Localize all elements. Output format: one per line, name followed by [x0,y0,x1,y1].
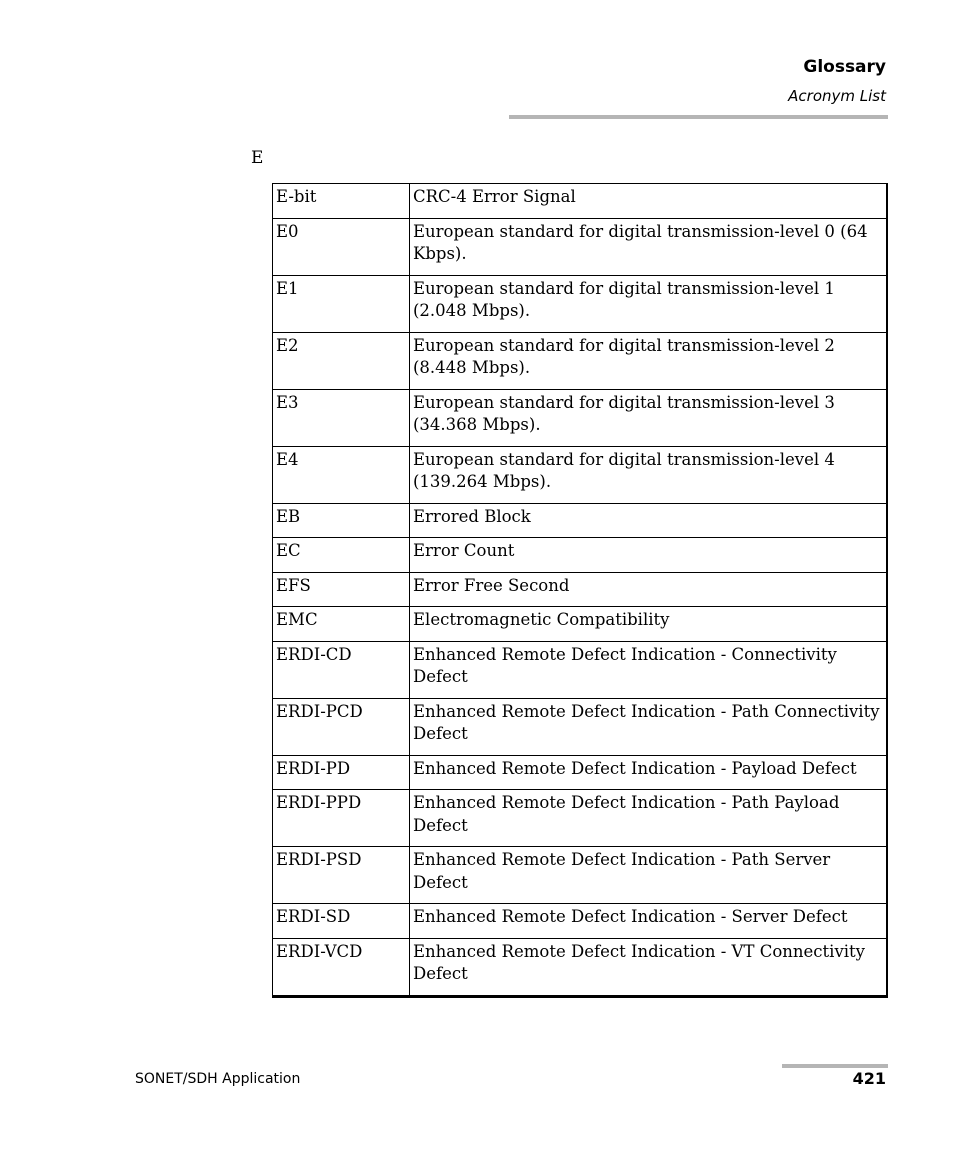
table-row [273,446,888,503]
table-row [273,904,888,939]
acronym-term: ERDI-PSD [273,847,410,904]
acronym-term: ERDI-CD [273,641,410,698]
footer-product-name: SONET/SDH Application [135,1071,301,1087]
footer-divider [782,1064,888,1068]
table-row [273,755,888,790]
section-letter: E [251,148,264,168]
acronym-definition: Error Count [410,538,888,573]
acronym-term: E0 [273,218,410,275]
acronym-definition: Electromagnetic Compatibility [410,607,888,642]
table-row [273,275,888,332]
table-row [273,218,888,275]
table-row [273,607,888,642]
acronym-table [272,183,888,998]
table-row [273,332,888,389]
acronym-definition: Enhanced Remote Defect Indication - VT Connectivity Defect [410,938,888,996]
acronym-table-body [273,184,888,997]
page-title: Glossary [803,57,886,77]
acronym-definition: Enhanced Remote Defect Indication - Server Defect [410,904,888,939]
table-row [273,503,888,538]
acronym-term: EB [273,503,410,538]
acronym-definition: Enhanced Remote Defect Indication - Payload Defect [410,755,888,790]
acronym-term: ERDI-VCD [273,938,410,996]
acronym-definition: European standard for digital transmission-level 3 (34.368 Mbps). [410,389,888,446]
acronym-term: EMC [273,607,410,642]
acronym-term: E-bit [273,184,410,219]
acronym-term: ERDI-PPD [273,790,410,847]
acronym-definition: Enhanced Remote Defect Indication - Connectivity Defect [410,641,888,698]
table-row [273,184,888,219]
acronym-definition: Error Free Second [410,572,888,607]
acronym-definition: European standard for digital transmission-level 2 (8.448 Mbps). [410,332,888,389]
acronym-term: EFS [273,572,410,607]
acronym-definition: Enhanced Remote Defect Indication - Path Server Defect [410,847,888,904]
page-subtitle: Acronym List [788,87,886,105]
table-row [273,538,888,573]
table-row [273,938,888,996]
table-row [273,698,888,755]
acronym-definition: European standard for digital transmission-level 0 (64 Kbps). [410,218,888,275]
acronym-term: ERDI-SD [273,904,410,939]
acronym-term: E3 [273,389,410,446]
acronym-definition: European standard for digital transmission-level 4 (139.264 Mbps). [410,446,888,503]
table-row [273,847,888,904]
table-row [273,790,888,847]
acronym-term: ERDI-PCD [273,698,410,755]
page-number: 421 [852,1069,886,1088]
header-divider [509,115,888,119]
table-row [273,641,888,698]
acronym-term: ERDI-PD [273,755,410,790]
table-row [273,389,888,446]
acronym-definition: Enhanced Remote Defect Indication - Path Payload Defect [410,790,888,847]
acronym-term: EC [273,538,410,573]
table-row [273,572,888,607]
acronym-term: E2 [273,332,410,389]
acronym-definition: European standard for digital transmission-level 1 (2.048 Mbps). [410,275,888,332]
acronym-definition: CRC-4 Error Signal [410,184,888,219]
acronym-term: E1 [273,275,410,332]
acronym-term: E4 [273,446,410,503]
acronym-definition: Enhanced Remote Defect Indication - Path Connectivity Defect [410,698,888,755]
acronym-definition: Errored Block [410,503,888,538]
